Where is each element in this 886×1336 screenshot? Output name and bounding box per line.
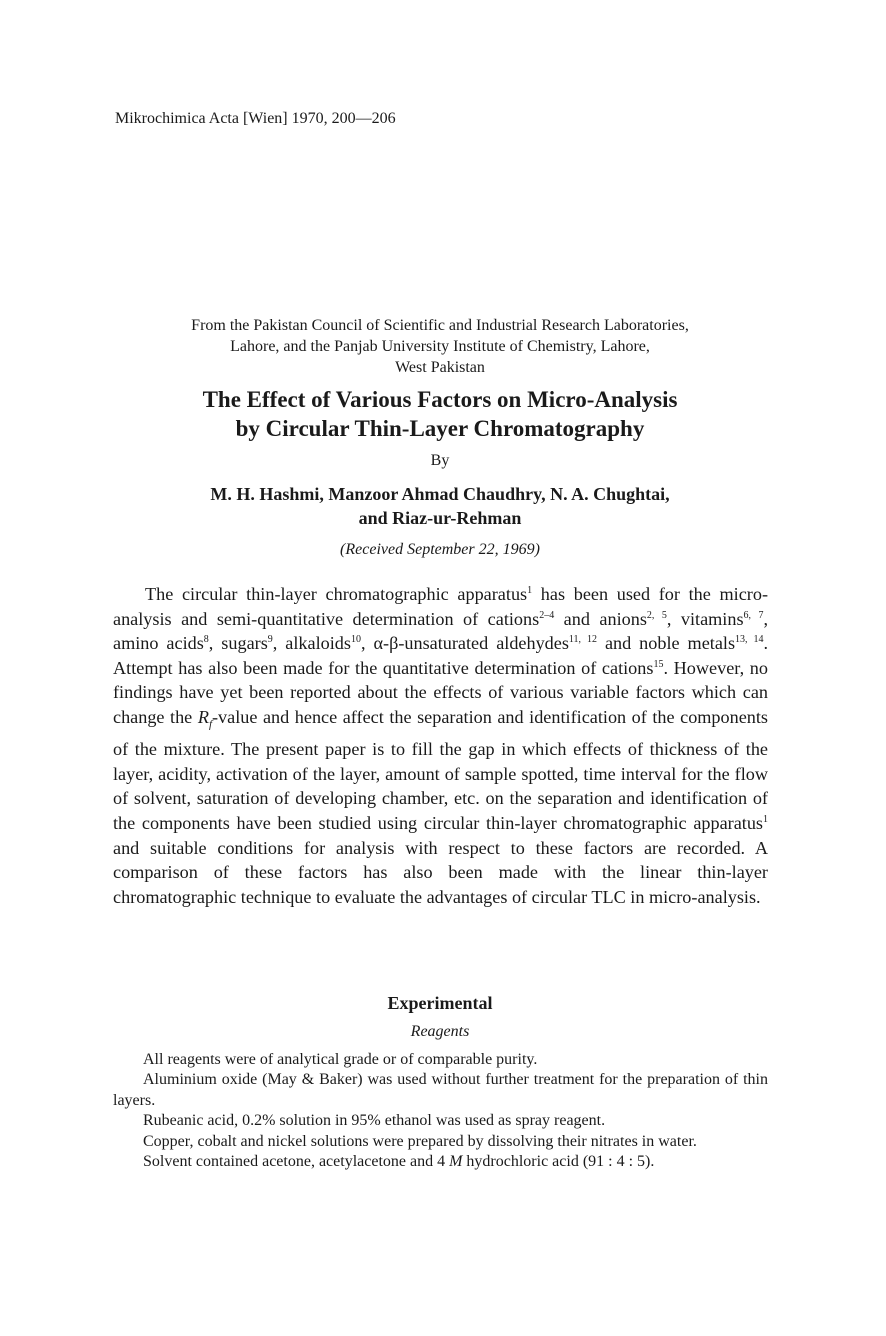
reagent-text: hydrochloric acid (91 : 4 : 5). xyxy=(462,1153,655,1171)
intro-paragraph xyxy=(113,582,768,909)
intro-text: , alkaloids xyxy=(272,633,351,654)
intro-text: , vitamins xyxy=(666,608,744,629)
intro-text: , α-β-unsaturated aldehydes xyxy=(360,633,569,654)
reference-mark: 1 xyxy=(763,813,768,825)
reagents-section xyxy=(113,1050,768,1172)
reference-mark: 11, 12 xyxy=(568,634,597,646)
paper-title xyxy=(100,385,780,443)
reference-mark: 9 xyxy=(267,634,273,646)
reference-mark: 13, 14 xyxy=(735,634,764,646)
intro-text: has been used for the micro-analysis and semi-quantitative determination of cations xyxy=(113,584,768,629)
rf-subscript: f xyxy=(208,718,212,731)
affiliation-line-3: West Pakistan xyxy=(395,359,485,376)
reference-mark: 1 xyxy=(527,584,533,596)
authors-line-2: and Riaz-ur-Rehman xyxy=(358,508,522,528)
title-line-1: The Effect of Various Factors on Micro-Analysis xyxy=(202,387,678,412)
reference-mark: 2, 5 xyxy=(646,609,667,621)
reference-mark: 6, 7 xyxy=(743,609,764,621)
molar-symbol: M xyxy=(449,1153,463,1171)
intro-text: , amino acids xyxy=(113,608,769,654)
intro-text: The circular thin-layer chromatographic apparatus xyxy=(145,584,528,604)
reagent-paragraph: Aluminium oxide (May & Baker) was used without further treatment for the preparation of thin layers. xyxy=(113,1071,768,1109)
intro-text: . Attempt has also been made for the quantitative determination of cations xyxy=(113,633,768,678)
subsection-heading-reagents: Reagents xyxy=(410,1023,470,1040)
reagent-paragraph: All reagents were of analytical grade or of comparable purity. xyxy=(143,1051,538,1068)
authors-line-1: M. H. Hashmi, Manzoor Ahmad Chaudhry, N. A. Chughtai, xyxy=(210,484,670,504)
intro-text: and noble metals xyxy=(596,633,736,654)
received-date: (Received September 22, 1969) xyxy=(340,541,540,558)
intro-text: and suitable conditions for analysis with respect to these factors are recorded. A comparison of these factors has also been made with the linear thin-layer chromatographic technique to evaluate the advantages of circular TLC in micro-analysis. xyxy=(113,837,768,907)
reference-mark: 15 xyxy=(653,658,664,670)
intro-text: , sugars xyxy=(208,633,268,654)
authors xyxy=(100,482,780,530)
intro-text: -value and hence affect the separation and identification of the components of the mixture. The present paper is to fill the gap in which effects of thickness of the layer, acidity, activation of the layer, amount of sample spotted, time interval for the flow of solvent, saturation of developing chamber, etc. on the separation and identification of the components have been studied using circular thin-layer chromatographic apparatus xyxy=(113,706,769,833)
reference-mark: 2–4 xyxy=(539,609,555,621)
journal-header: Mikrochimica Acta [Wien] 1970, 200—206 xyxy=(115,110,396,127)
affiliation-line-2: Lahore, and the Panjab University Institute of Chemistry, Lahore, xyxy=(230,338,650,355)
reagent-paragraph: Copper, cobalt and nickel solutions were prepared by dissolving their nitrates in water. xyxy=(143,1132,697,1150)
rf-symbol: R xyxy=(197,706,209,727)
affiliation xyxy=(100,315,780,378)
reference-mark: 8 xyxy=(203,634,209,646)
intro-text: . However, no findings have yet been reported about the effects of various variable factors which can change the xyxy=(113,657,768,727)
title-line-2: by Circular Thin-Layer Chromatography xyxy=(235,416,645,441)
reagent-paragraph xyxy=(113,1152,768,1172)
reagent-text: Solvent contained acetone, acetylacetone and 4 xyxy=(143,1153,450,1171)
by-label: By xyxy=(430,452,450,469)
intro-text: and anions xyxy=(554,608,647,629)
affiliation-line-1: From the Pakistan Council of Scientific and Industrial Research Laboratories, xyxy=(191,317,689,334)
section-heading-experimental: Experimental xyxy=(387,993,493,1013)
reagent-paragraph: Rubeanic acid, 0.2% solution in 95% ethanol was used as spray reagent. xyxy=(143,1112,606,1130)
reference-mark: 10 xyxy=(350,634,361,646)
